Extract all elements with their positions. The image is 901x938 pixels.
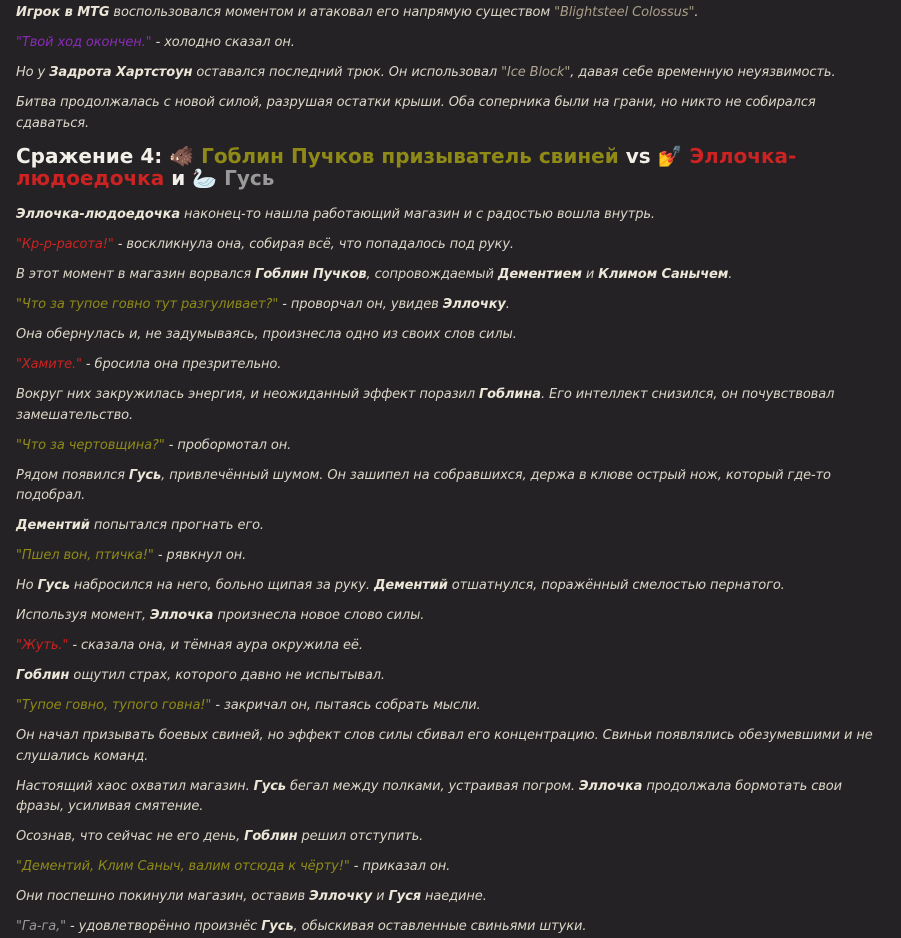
narration: произнесла новое слово силы. bbox=[213, 608, 425, 623]
narration: ощутил страх, которого давно не испытывал. bbox=[69, 668, 385, 683]
narration: - пробормотал он. bbox=[164, 437, 292, 453]
dialogue-quote: "Дементий, Клим Саныч, валим отсюда к чёрту!" bbox=[16, 859, 350, 874]
dialogue-quote: "Твой ход окончен." bbox=[16, 35, 152, 50]
boar-icon: 🐗 bbox=[169, 144, 195, 168]
story-paragraph bbox=[16, 265, 885, 286]
narration: наедине. bbox=[420, 889, 487, 904]
character-name: Гоблина bbox=[479, 387, 541, 402]
narration: - бросила она презрительно. bbox=[81, 357, 282, 372]
character-name: Эллочку bbox=[442, 297, 506, 312]
fighter-ellochka: Эллочка-людоедочка bbox=[16, 144, 797, 190]
story-paragraph bbox=[16, 355, 885, 376]
fighter-goose: Гусь bbox=[217, 166, 275, 190]
character-name: Эллочку bbox=[309, 889, 373, 904]
narration: набросился на него, больно щипая за руку. bbox=[69, 578, 374, 593]
dialogue-quote: "Что за чертовщина?" bbox=[16, 437, 165, 453]
character-name: Дементием bbox=[497, 267, 582, 282]
narration: попытался прогнать его. bbox=[89, 518, 264, 533]
character-name: Гоблин Пучков bbox=[255, 267, 367, 282]
narration: и bbox=[372, 889, 389, 904]
heading-and: и bbox=[164, 166, 193, 190]
narration: . bbox=[505, 297, 510, 312]
narration: - холодно сказал он. bbox=[151, 35, 295, 50]
story-paragraph bbox=[16, 827, 885, 848]
narration: В этот момент в магазин ворвался bbox=[16, 267, 256, 282]
narration: бегал между полками, устраивая погром. bbox=[285, 778, 579, 794]
narration: Вокруг них закружилась энергия, и неожиданный эффект поразил bbox=[16, 387, 479, 402]
story-paragraph bbox=[16, 546, 885, 567]
narration: , обыскивая оставленные свиньями штуки. bbox=[293, 919, 587, 934]
dialogue-quote: "Что за тупое говно тут разгуливает?" bbox=[16, 297, 279, 312]
narration: - рявкнул он. bbox=[153, 548, 247, 563]
story-paragraph bbox=[16, 636, 885, 657]
character-name: Эллочка bbox=[578, 778, 643, 794]
character-name: Гусь bbox=[37, 578, 70, 593]
story-paragraph bbox=[16, 466, 885, 507]
swan-icon: 🦢 bbox=[192, 166, 218, 190]
story-paragraph bbox=[16, 205, 885, 226]
narration: продолжала бормотать свои фразы, усиливая смятение. bbox=[16, 778, 843, 814]
story-paragraph bbox=[16, 606, 885, 627]
paragraph-battle-continues: Битва продолжалась с новой силой, разрушая остатки крыши. Оба соперника были на грани, но никто не собирался сдаваться. bbox=[16, 95, 816, 131]
story-paragraph bbox=[16, 666, 885, 687]
paragraph-mtg-attack bbox=[16, 3, 885, 24]
character-name: Гоблин bbox=[16, 668, 70, 683]
character-name: Эллочка-людоедочка bbox=[16, 207, 180, 222]
narration: оставался последний трюк. Он использовал bbox=[192, 65, 502, 80]
narration: решил отступить. bbox=[297, 829, 424, 844]
story-paragraph bbox=[16, 385, 885, 426]
character-name: Гусь bbox=[261, 919, 294, 934]
story-paragraph: Он начал призывать боевых свиней, но эффект слов силы сбивал его концентрацию. Свиньи появлялись обезумевшими и не слушались команд. bbox=[16, 728, 873, 764]
paragraph-turn-over bbox=[16, 33, 885, 54]
narration: - удовлетворённо произнёс bbox=[66, 919, 262, 934]
story-paragraph bbox=[16, 516, 885, 537]
story-paragraph bbox=[16, 436, 885, 457]
story-paragraph bbox=[16, 696, 885, 717]
story-paragraph bbox=[16, 917, 885, 938]
dialogue-quote: "Хамите." bbox=[16, 357, 82, 372]
narration: , привлечённый шумом. Он зашипел на собравшихся, держа в клюве острый нож, который где-то подобрал. bbox=[16, 467, 831, 503]
story-paragraph bbox=[16, 887, 885, 908]
dialogue-quote: "Кр-р-расота!" bbox=[16, 237, 114, 252]
character-name: Климом Санычем bbox=[598, 267, 729, 282]
narration: , сопровождаемый bbox=[366, 267, 498, 282]
story-paragraph bbox=[16, 576, 885, 597]
character-name: Дементий bbox=[16, 518, 90, 533]
character-name: Гуся bbox=[388, 889, 421, 904]
narration: Осознав, что сейчас не его день, bbox=[16, 829, 245, 844]
narration: наконец-то нашла работающий магазин и с радостью вошла внутрь. bbox=[180, 207, 655, 222]
paragraph-ice-block bbox=[16, 63, 885, 84]
dialogue-quote: "Пшел вон, птичка!" bbox=[16, 548, 154, 563]
dialogue-quote: "Жуть." bbox=[16, 638, 69, 653]
narration: , давая себе временную неуязвимость. bbox=[570, 65, 836, 80]
character-name: Эллочка bbox=[149, 608, 214, 623]
story-paragraph bbox=[16, 295, 885, 316]
dialogue-quote: "Га-га," bbox=[16, 919, 66, 934]
story-paragraph: Она обернулась и, не задумываясь, произнесла одно из своих слов силы. bbox=[16, 327, 517, 342]
nail-polish-icon: 💅 bbox=[657, 144, 683, 168]
narration: . bbox=[694, 5, 699, 20]
narration: . bbox=[728, 267, 733, 282]
narration: - приказал он. bbox=[349, 859, 451, 874]
heading-prefix: Сражение 4: bbox=[16, 144, 170, 168]
character-name: Гоблин bbox=[244, 829, 298, 844]
character-name: Игрок в MTG bbox=[16, 5, 110, 20]
narration: Используя момент, bbox=[16, 608, 150, 623]
narration: - проворчал он, увидев bbox=[278, 297, 443, 312]
narration: и bbox=[581, 267, 599, 282]
heading-vs: vs bbox=[618, 144, 658, 168]
narration: Рядом появился bbox=[16, 467, 129, 483]
card-name: "Blightsteel Colossus" bbox=[554, 5, 695, 20]
story-paragraph bbox=[16, 777, 885, 818]
character-name: Гусь bbox=[128, 467, 162, 483]
narration: Они поспешно покинули магазин, оставив bbox=[16, 889, 310, 904]
narration: Настоящий хаос охватил магазин. bbox=[16, 778, 254, 794]
story-paragraph bbox=[16, 857, 885, 878]
narration: Но у bbox=[16, 65, 50, 80]
story-paragraph bbox=[16, 235, 885, 256]
narration: отшатнулся, поражённый смелостью пернатого. bbox=[447, 578, 785, 593]
battle-heading bbox=[16, 145, 885, 189]
dialogue-quote: "Тупое говно, тупого говна!" bbox=[16, 698, 212, 713]
narration: - сказала она, и тёмная аура окружила её. bbox=[68, 638, 363, 653]
fighter-goblin: Гоблин Пучков призыватель свиней bbox=[194, 144, 619, 168]
card-name: "Ice Block" bbox=[501, 65, 571, 80]
narration: - воскликнула она, собирая всё, что попадалось под руку. bbox=[113, 237, 514, 252]
narration: . Его интеллект снизился, он почувствовал замешательство. bbox=[16, 387, 835, 423]
character-name: Задрота Хартстоун bbox=[49, 65, 193, 80]
narration: воспользовался моментом и атаковал его напрямую существом bbox=[109, 5, 555, 20]
narration: Но bbox=[16, 578, 38, 593]
narration: - закричал он, пытаясь собрать мысли. bbox=[211, 698, 481, 713]
character-name: Дементий bbox=[373, 578, 448, 593]
character-name: Гусь bbox=[253, 778, 286, 794]
